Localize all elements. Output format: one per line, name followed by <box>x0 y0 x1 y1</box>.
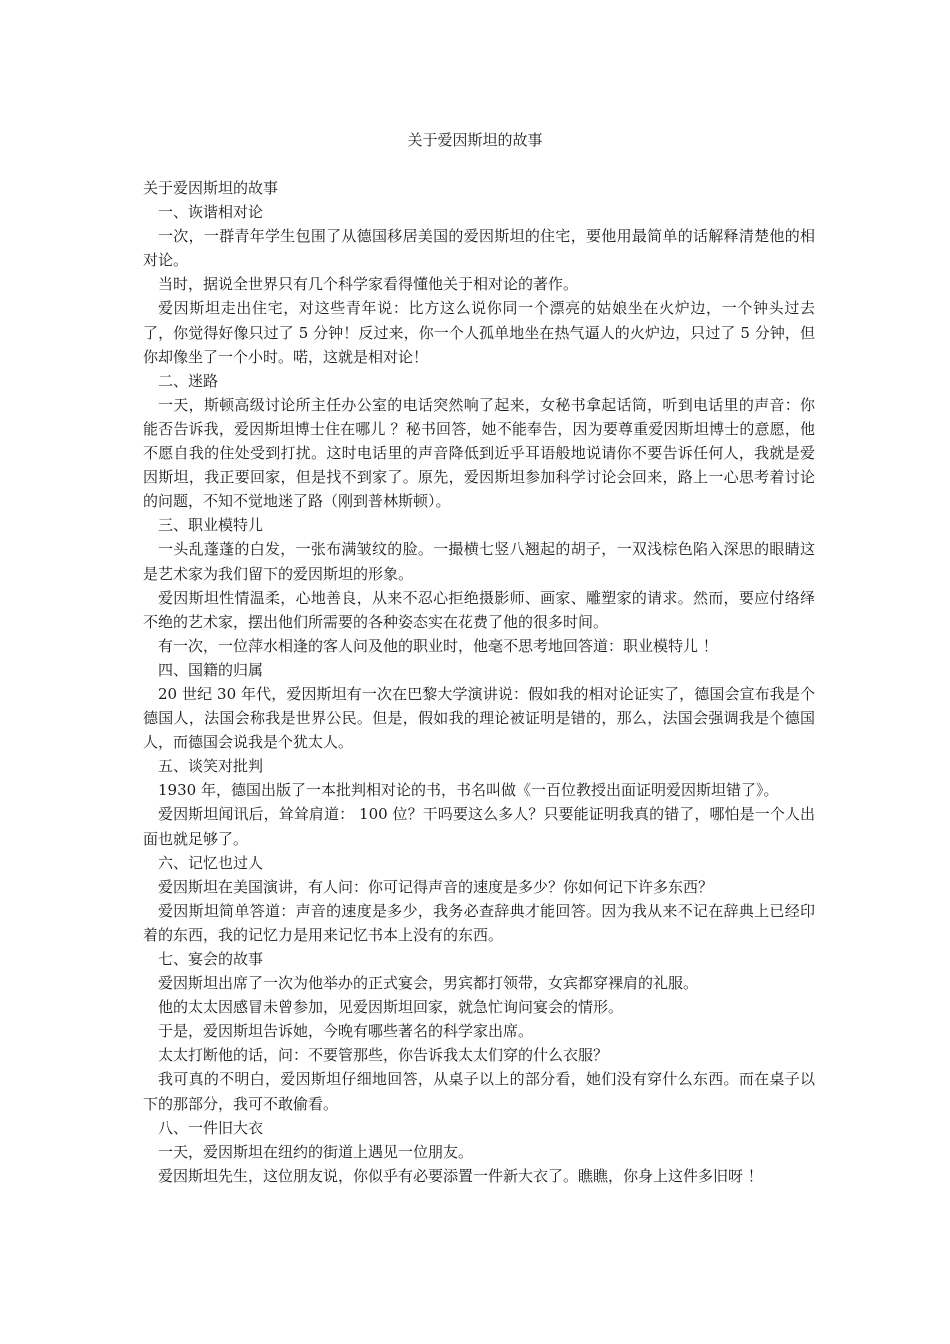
section-heading: 七、宴会的故事 <box>158 950 264 968</box>
paragraph: 爱因斯坦闻讯后，耸耸肩道： 100 位？干吗要这么多人？只要能证明我真的错了，哪怕是一个人出面也就足够了。 <box>143 805 815 848</box>
section-heading: 三、职业模特儿 <box>158 516 264 535</box>
paragraph: 当时，据说全世界只有几个科学家看得懂他关于相对论的著作。 <box>158 275 579 294</box>
section-heading: 四、国籍的归属 <box>158 660 264 679</box>
paragraph: 有一次，一位萍水相逢的客人问及他的职业时，他毫不思考地回答道：职业模特儿 ！ <box>158 636 718 655</box>
paragraph: 爱因斯坦在美国演讲，有人问：你可记得声音的速度是多少？你如何记下许多东西？ <box>158 877 714 896</box>
paragraph: 20 世纪 30 年代，爱因斯坦有一次在巴黎大学演讲说：假如我的相对论证实了，德国会宣布我是个德国人，法国会称我是世界公民。但是，假如我的理论被证明是错的，那么，法国会强调我是个德国人，而德国会说我是个犹太人。 <box>143 684 815 752</box>
section-heading: 二、迷路 <box>158 371 219 390</box>
paragraph: 一次，一群青年学生包围了从德国移居美国的爱因斯坦的住宅，要他用最简单的话解释清楚他的相对论。 <box>143 227 815 270</box>
paragraph: 于是，爱因斯坦告诉她，今晚有哪些著名的科学家出席。 <box>158 1022 534 1041</box>
section-heading: 五、谈笑对批判 <box>158 757 264 776</box>
document-body <box>143 176 815 1188</box>
paragraph: 他的太太因感冒未曾参加，见爱因斯坦回家，就急忙询问宴会的情形。 <box>158 998 624 1017</box>
document-title: 关于爱因斯坦的故事 <box>407 131 543 149</box>
paragraph: 1930 年，德国出版了一本批判相对论的书，书名叫做《一百位教授出面证明爱因斯坦错了》。 <box>158 781 779 800</box>
paragraph: 一头乱蓬蓬的白发，一张布满皱纹的脸。一撮横七竖八翘起的胡子，一双浅棕色陷入深思的眼睛这是艺术家为我们留下的爱因斯坦的形象。 <box>143 540 815 583</box>
body-heading: 关于爱因斯坦的故事 <box>143 179 279 197</box>
paragraph: 爱因斯坦走出住宅，对这些青年说：比方这么说你同一个漂亮的姑娘坐在火炉边，一个钟头过去了，你觉得好像只过了 5 分钟！反过来，你一个人孤单地坐在热气逼人的火炉边，只过了 5 分钟，但你却像坐了一个小时。喏，这就是相对论！ <box>143 299 815 366</box>
paragraph: 爱因斯坦出席了一次为他举办的正式宴会，男宾都打领带，女宾都穿裸肩的礼服。 <box>158 974 699 993</box>
paragraph: 一天，斯顿高级讨论所主任办公室的电话突然响了起来，女秘书拿起话筒，听到电话里的声音：你能否告诉我，爱因斯坦博士住在哪儿 ？秘书回答，她不能奉告，因为要尊重爱因斯坦博士的意愿，他不愿自我的住处受到打扰。这时电话里的声音降低到近乎耳语般地说请你不要告诉任何人，我就是爱因斯坦，我正要回家，但是找不到家了。原先，爱因斯坦参加科学讨论会回来，路上一心思考着讨论的问题，不知不觉地迷了路（刚到普林斯顿）。 <box>143 395 815 511</box>
section-heading: 一、诙谐相对论 <box>158 203 264 222</box>
paragraph: 一天，爱因斯坦在纽约的街道上遇见一位朋友。 <box>158 1142 474 1161</box>
paragraph: 爱因斯坦先生，这位朋友说，你似乎有必要添置一件新大衣了。瞧瞧，你身上这件多旧呀 ！ <box>158 1166 763 1185</box>
paragraph: 爱因斯坦简单答道：声音的速度是多少，我务必查辞典才能回答。因为我从来不记在辞典上已经印着的东西，我的记忆力是用来记忆书本上没有的东西。 <box>143 901 815 944</box>
section-heading: 六、记忆也过人 <box>158 853 264 872</box>
paragraph: 太太打断他的话，问：不要管那些，你告诉我太太们穿的什么衣服？ <box>158 1046 609 1065</box>
section-heading: 八、一件旧大衣 <box>158 1118 264 1137</box>
paragraph: 爱因斯坦性情温柔，心地善良，从来不忍心拒绝摄影师、画家、雕塑家的请求。然而，要应付络绎不绝的艺术家，摆出他们所需要的各种姿态实在花费了他的很多时间。 <box>143 588 815 631</box>
paragraph: 我可真的不明白，爱因斯坦仔细地回答，从桌子以上的部分看，她们没有穿什么东西。而在桌子以下的那部分，我可不敢偷看。 <box>143 1070 815 1113</box>
